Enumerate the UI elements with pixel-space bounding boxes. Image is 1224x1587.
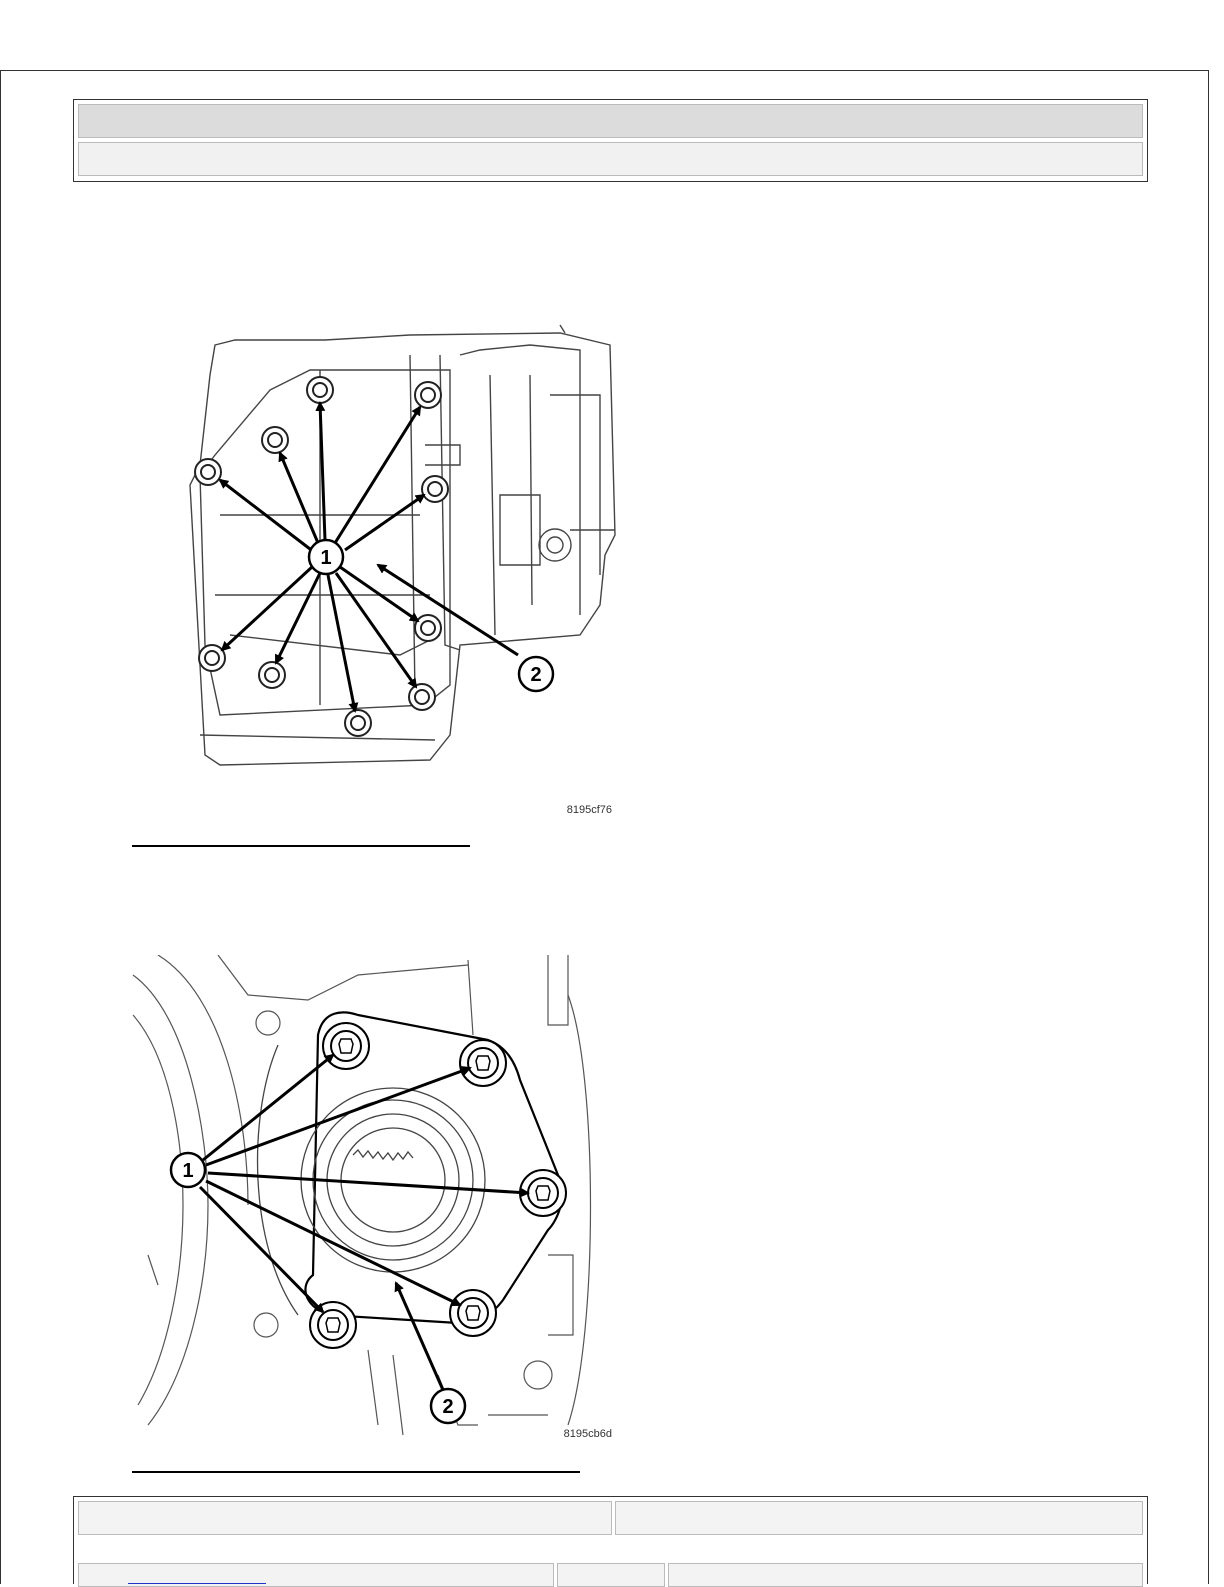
callout-2-label bbox=[519, 657, 553, 691]
callout-1-label bbox=[309, 540, 343, 574]
svg-text:1: 1 bbox=[182, 1160, 194, 1182]
footer-cell-mid-bottom bbox=[557, 1563, 665, 1587]
figure-2-divider bbox=[132, 1471, 580, 1473]
callout-2-leader bbox=[378, 565, 518, 655]
header-subtitle-row bbox=[78, 142, 1143, 176]
transmission-housing-drawing bbox=[190, 325, 615, 765]
figure-1-transmission-cover bbox=[160, 315, 620, 825]
footer-cell-left-top bbox=[78, 1501, 612, 1535]
figure-2-code: 8195cb6d bbox=[563, 1428, 612, 1440]
svg-text:2: 2 bbox=[530, 664, 542, 686]
footer-cell-right-top bbox=[615, 1501, 1143, 1535]
callout-1-label bbox=[171, 1153, 205, 1187]
header-title-row bbox=[78, 104, 1143, 138]
footer-table bbox=[73, 1496, 1148, 1584]
figure-1-code: 8195cf76 bbox=[566, 804, 612, 816]
figure-1-divider bbox=[132, 845, 470, 847]
callout-2-label bbox=[431, 1389, 465, 1423]
figure-2-bearing-retainer bbox=[128, 955, 618, 1445]
header-table bbox=[73, 99, 1148, 182]
footer-cell-right-bottom bbox=[668, 1563, 1143, 1587]
svg-text:2: 2 bbox=[442, 1396, 454, 1418]
svg-text:1: 1 bbox=[320, 547, 332, 569]
